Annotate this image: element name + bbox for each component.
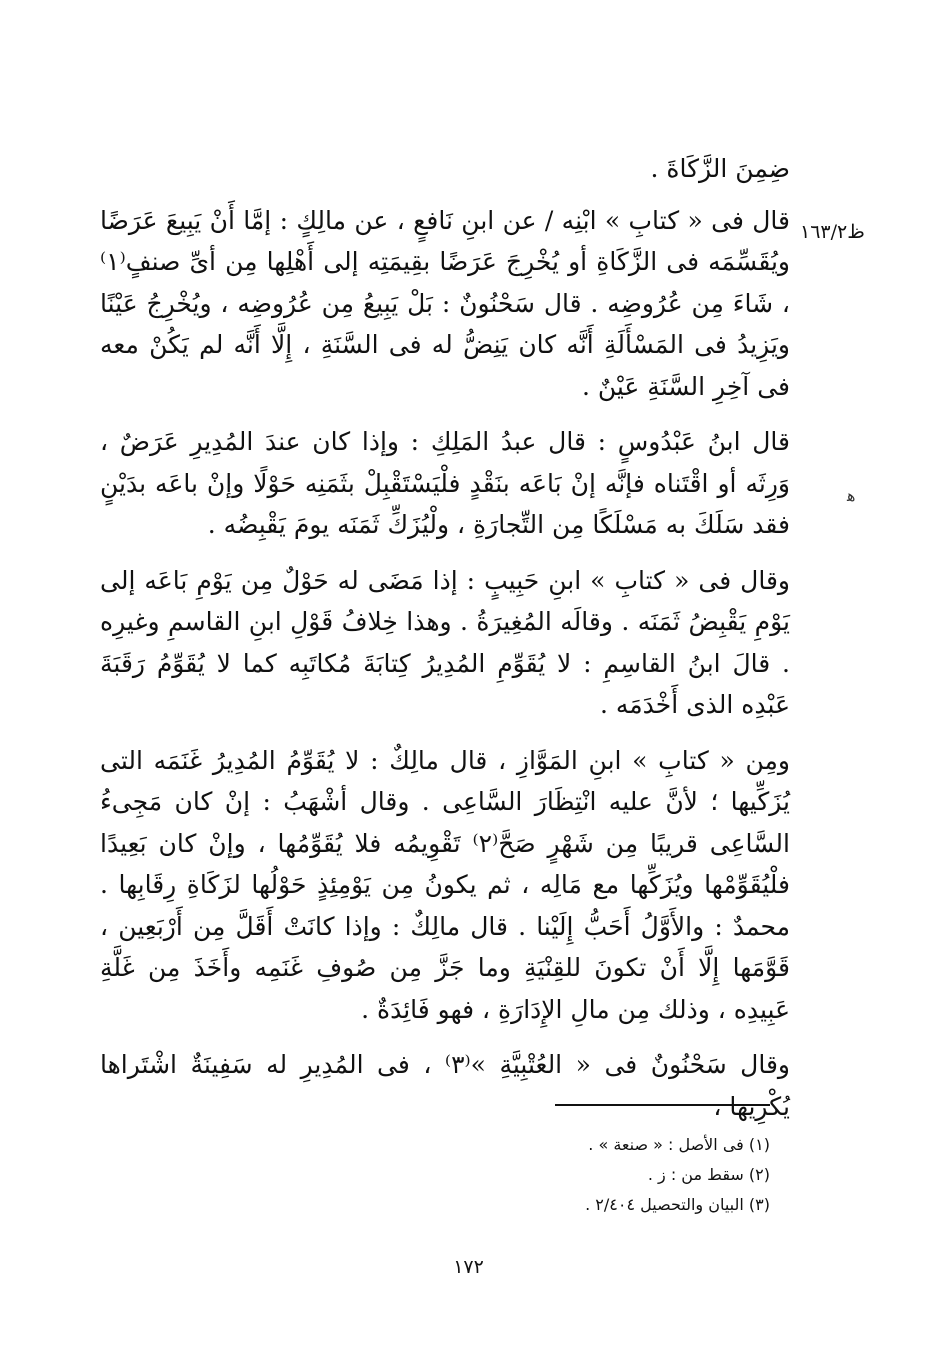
footnote: (٢) سقط من : ز . [647, 1165, 770, 1184]
paragraph: وقال سَحْنُونٌ فى « العُتْبِيَّةِ »⁽٣⁾ ، فى المُدِيرِ له سَفِينَةٌ اشْتَراها يُكْرِيها ، [100, 1050, 790, 1121]
margin-folio-reference: ظ١٦٣/٢ [800, 221, 865, 243]
footnote: (٣) البيان والتحصيل ٢/٤٠٤ . [585, 1195, 770, 1214]
main-text [100, 148, 790, 1141]
paragraph: قال فى « كتابِ » ابْنِه / عن ابنِ نَافعٍ ، عن مالِكٍ : إمَّا أَنْ يَبِيعَ عَرَضًا ويُقَسِّمَه فى الزَّكَاةِ أو يُخْرِجَ عَرَضًا بقِيمَتِه إلى أَهْلِها مِن أىِّ صنفٍ⁽١⁾ ، شَاءَ مِن عُرُوضِه . قال سَحْنُونٌ : بَلْ يَبِيعُ مِن عُرُوضِه ، ويُخْرِجُ عَيْنًا ويَزِيدُ فى المَسْأَلَةِ أَنَّه كان يَنِضُّ له فى السَّنَةِ ، إِلَّا أَنَّه لم يَكُنْ معه فى آخِرِ السَّنَةِ عَيْنٌ . [100, 205, 790, 401]
footnote: (١) فى الأصل : « صنعة » . [588, 1135, 770, 1154]
page-number: ١٧٢ [453, 1256, 484, 1278]
margin-mark: ﻫ [847, 486, 856, 505]
paragraph: وقال فى « كتابِ » ابنِ حَبِيبٍ : إذا مَضَى له حَوْلٌ مِن يَوْمِ بَاعَه إلى يَوْمِ يَقْبِضُ ثَمَنَه . وقالَه المُغِيرَةُ . وهذا خِلافُ قَوْلِ ابنِ القاسمِ وغيرِه . قالَ ابنُ القاسِمِ : لا يُقَوِّمِ المُدِيرُ كِتابَةَ مُكاتَبِه كما لا يُقَوِّمُ رَقَبَةَ عَبْدِه الذى أَخْدَمَه . [100, 565, 790, 719]
footnotes [380, 1130, 770, 1220]
paragraph-continuation: ضِمِنَ الزَّكَاةَ . [650, 154, 790, 183]
paragraph: قال ابنُ عَبْدُوسٍ : قال عبدُ المَلِكِ : وإذا كان عندَ المُدِيرِ عَرَضٌ ، وَرِثَه أو اقْتَناه فإنَّه إنْ بَاعَه بنَقْدٍ فلْيَسْتَقْبِلْ بثَمَنِه حَوْلًا وإنْ باعَه بدَيْنٍ فقد سَلَكَ به مَسْلَكًا مِن التِّجارَةِ ، ولْيُزَكِّ ثَمَنَه يومَ يَقْبِضُه . [100, 427, 790, 539]
paragraph: ومِن « كتابِ » ابنِ المَوَّازِ ، قال مالِكٌ : لا يُقَوِّمُ المُدِيرُ غَنَمَه التى يُزَكِّيها ؛ لأنَّ عليه انْتِظَارَ السَّاعِى . وقال أشْهَبُ : إنْ كان مَجِىءُ السَّاعِى قريبًا مِن شَهْرٍ صَحَّ⁽٢⁾ تَقْوِيمُه فلا يُقَوِّمُها ، وإنْ كان بَعِيدًا فلْيُقَوِّمْها ويُزَكِّها مع مَالِه ، ثم يكونُ مِن يَوْمِئِذٍ حَوْلُها لزَكَاةِ رِقَابِها . محمدٌ : والأَوَّلُ أَحَبُّ إِلَيْنا . قال مالِكٌ : وإذا كانَتْ أَقَلَّ مِن أَرْبَعِين ، قَوَّمَها إِلَّا أَنْ تكونَ للقِنْيَةِ وما جَزَّ مِن صُوفِ غَنَمِه وأَخَذَ مِن غَلَّةِ عَبِيدِه ، وذلك مِن مالِ الإِدَارَةِ ، فهو فَائِدَةٌ . [100, 745, 790, 1024]
footnote-separator [555, 1104, 770, 1106]
